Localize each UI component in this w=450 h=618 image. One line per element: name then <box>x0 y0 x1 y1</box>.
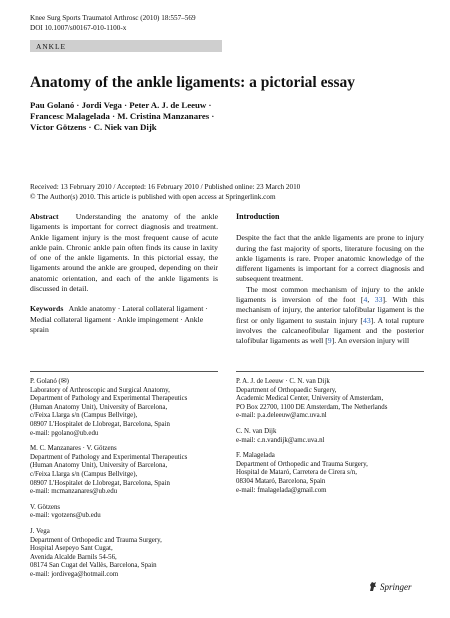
affiliations-right <box>236 378 436 502</box>
citation-link[interactable]: 43 <box>362 315 371 325</box>
intro-paragraph: Despite the fact that the ankle ligaments are prone to injury during the fast majority of sports, literature focusing on the ankle ligaments is rare. Proper anatomic knowledge of the different ligaments is important for a correct diagnosis and subsequent treatment. <box>236 233 424 284</box>
publisher-logo <box>368 581 412 592</box>
abstract-label: Abstract <box>30 212 59 221</box>
citation-link[interactable]: 4 <box>363 295 368 305</box>
affiliation-block <box>30 378 230 438</box>
publication-dates <box>30 183 430 202</box>
author-line: Francesc Malagelada · M. Cristina Manzanares · <box>30 111 215 122</box>
affiliation-line: J. Vega <box>30 527 50 535</box>
footnote-rule <box>30 371 218 372</box>
footnote-rule <box>236 371 424 372</box>
affiliations-left <box>30 378 230 586</box>
affiliation-line: (Human Anatomy Unit), University of Barcelona, <box>30 462 168 470</box>
affiliation-line: PO Box 22700, 1100 DE Amsterdam, The Netherlands <box>236 403 388 411</box>
publisher-name: Springer <box>380 581 412 592</box>
affiliation-line: Department of Orthopaedic Surgery, <box>236 386 337 394</box>
affiliation-line: C. N. van Dijk <box>236 427 277 435</box>
keywords-label: Keywords <box>30 304 64 314</box>
author-line: Pau Golanó · Jordi Vega · Peter A. J. de Leeuw · <box>30 100 212 110</box>
intro-paragraph <box>236 285 424 347</box>
affiliation-line: Department of Orthopedic and Trauma Surgery, <box>30 536 162 544</box>
affiliation-line: V. Götzens <box>30 503 61 511</box>
doi: DOI 10.1007/s00167-010-1100-x <box>30 23 127 32</box>
affiliation-line: Department of Orthopedic and Trauma Surgery, <box>236 460 368 468</box>
copyright-notice: © The Author(s) 2010. This article is published with open access at Springerlink.com <box>30 192 276 201</box>
affiliation-block <box>236 378 436 421</box>
running-header <box>30 14 196 33</box>
affiliation-line: P. Golanó (✉) <box>30 378 69 385</box>
affiliation-line: c/Feixa Llarga s/n (Campus Bellvitge), <box>30 412 138 420</box>
abstract <box>30 212 218 294</box>
section-bar <box>30 40 222 52</box>
springer-horse-icon <box>368 581 378 592</box>
affiliation-block <box>30 445 230 497</box>
affiliation-line: F. Malagelada <box>236 452 275 460</box>
affiliation-line: c/Feixa Llarga s/n (Campus Bellvitge), <box>30 470 138 478</box>
journal-citation: Knee Surg Sports Traumatol Arthrosc (2010) 18:557–569 <box>30 14 196 22</box>
section-label: ANKLE <box>36 42 67 51</box>
left-column <box>30 212 218 335</box>
affiliation-line: 08907 L'Hospitalet de Llobregat, Barcelona, Spain <box>30 420 170 428</box>
affiliation-line: Laboratory of Arthroscopic and Surgical Anatomy, <box>30 386 170 394</box>
author-list <box>30 100 410 134</box>
keywords <box>30 304 218 335</box>
affiliation-block <box>30 528 230 580</box>
affiliation-email[interactable]: e-mail: c.n.vandijk@amc.uva.nl <box>236 436 325 444</box>
affiliation-line: Academic Medical Center, University of Amsterdam, <box>236 395 384 403</box>
intro-text: ]. With this mechanism of injury, the anterior talofibular ligament is the first or only ligament to sustain injury [ <box>236 295 425 325</box>
affiliation-line: 08174 San Cugat del Vallès, Barcelona, Spain <box>30 562 157 570</box>
affiliation-block <box>236 452 436 495</box>
affiliation-line: M. C. Manzanares · V. Götzens <box>30 445 117 453</box>
citation-link[interactable]: 33 <box>374 295 383 305</box>
intro-text: The most common mechanism of injury to the ankle ligaments is inversion of the foot [ <box>236 284 424 305</box>
intro-text: , <box>367 295 375 305</box>
affiliation-email[interactable]: e-mail: p.a.deleeuw@amc.uva.nl <box>236 412 327 420</box>
citation-link[interactable]: 9 <box>327 336 332 346</box>
article-title: Anatomy of the ankle ligaments: a pictorial essay <box>30 74 356 91</box>
affiliation-email[interactable]: e-mail: jordivega@hotmail.com <box>30 570 119 578</box>
affiliation-line: Hospital de Mataró, Carretera de Cirera s/n, <box>236 469 357 477</box>
author-line: Víctor Götzens · C. Niek van Dijk <box>30 122 157 133</box>
affiliation-email[interactable]: e-mail: pgolano@ub.edu <box>30 429 99 437</box>
abstract-text: Understanding the anatomy of the ankle ligaments is important for correct diagnosis and treatment. Ankle ligament injury is the most frequent cause of acute ankle pain. Chronic ankle pain often finds its cause in laxity of one of the ankle ligaments. In this pictorial essay, the ligaments around the ankle are grouped, depending on their anatomic orientation, and each of the ankle ligaments is discussed in detail. <box>30 212 218 294</box>
affiliation-line: Department of Pathology and Experimental Therapeutics <box>30 453 188 461</box>
keywords-text: Ankle anatomy · Lateral collateral ligament · Medial collateral ligament · Ankle impingement · Ankle sprain <box>30 304 208 334</box>
intro-text: ]. A total rupture involves the calcaneofibular ligament and the posterior talofibular ligaments as well [ <box>236 315 424 346</box>
intro-text: ]. An eversion injury will <box>331 336 410 346</box>
affiliation-line: Avenida Alcalde Barnils 54-56, <box>30 553 117 561</box>
affiliation-line: Hospital Asepeyo Sant Cugat, <box>30 545 113 553</box>
affiliation-line: 08304 Mataró, Barcelona, Spain <box>236 477 326 485</box>
affiliation-email[interactable]: e-mail: vgotzens@ub.edu <box>30 512 101 520</box>
affiliation-email[interactable]: e-mail: mcmanzanares@ub.edu <box>30 488 118 496</box>
section-heading-introduction: Introduction <box>236 212 280 221</box>
affiliation-block <box>236 428 436 445</box>
right-column <box>236 212 424 347</box>
affiliation-email[interactable]: e-mail: fmalagelada@gmail.com <box>236 486 327 494</box>
affiliation-line: Department of Pathology and Experimental Therapeutics <box>30 395 188 403</box>
affiliation-line: (Human Anatomy Unit), University of Barcelona, <box>30 403 168 411</box>
affiliation-line: P. A. J. de Leeuw · C. N. van Dijk <box>236 378 330 385</box>
history-dates: Received: 13 February 2010 / Accepted: 16 February 2010 / Published online: 23 March 2010 <box>30 183 301 191</box>
affiliation-line: 08907 L'Hospitalet de Llobregat, Barcelona, Spain <box>30 479 170 487</box>
affiliation-block <box>30 504 230 521</box>
